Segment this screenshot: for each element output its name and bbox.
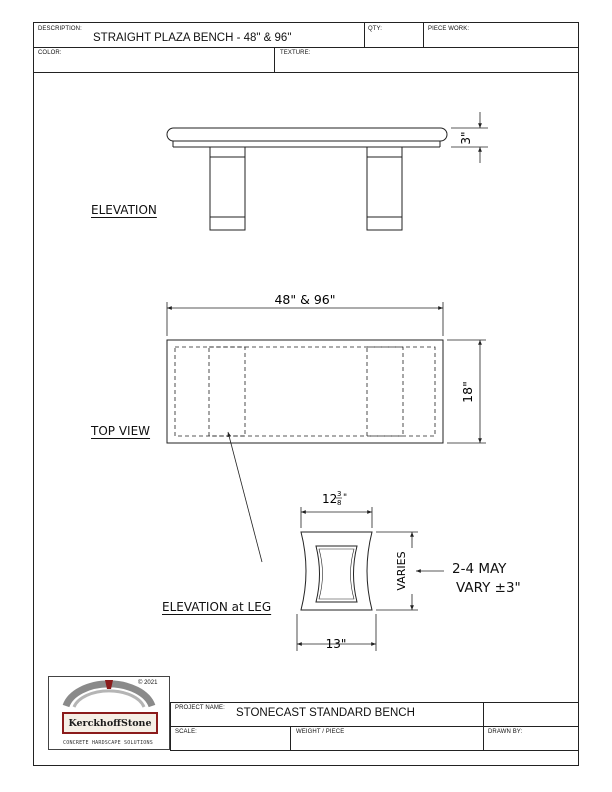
description-value: STRAIGHT PLAZA BENCH - 48" & 96" bbox=[93, 32, 292, 44]
texture-label: TEXTURE: bbox=[280, 50, 311, 56]
brand-name: KerckhoffStone bbox=[68, 718, 152, 729]
weight-label: WEIGHT / PIECE bbox=[296, 729, 345, 735]
dim-leg-top-whole: 12 bbox=[322, 492, 338, 506]
copyright-text: © 2021 bbox=[138, 680, 158, 686]
piece-work-label: PIECE WORK: bbox=[428, 26, 470, 32]
color-label: COLOR: bbox=[38, 50, 62, 56]
note-line-1: 2-4 MAY bbox=[452, 561, 507, 577]
dim-leg-top-inch: " bbox=[343, 493, 348, 503]
logo-arch-inner bbox=[74, 691, 144, 707]
top-view-label: TOP VIEW bbox=[91, 424, 151, 438]
dim-leg-top-num: 3 bbox=[337, 490, 342, 498]
project-name-label: PROJECT NAME: bbox=[175, 705, 225, 711]
brand-tagline: CONCRETE HARDSCAPE SOLUTIONS bbox=[63, 740, 153, 746]
dim-leg-height-text: VARIES bbox=[395, 551, 408, 591]
dim-height-text: 3" bbox=[459, 131, 473, 145]
elevation-leg-label: ELEVATION at LEG bbox=[162, 600, 272, 614]
dim-leg-top-den: 8 bbox=[337, 499, 342, 507]
description-label: DESCRIPTION: bbox=[38, 26, 82, 32]
note-line-2: VARY ±3" bbox=[456, 580, 521, 596]
logo-keystone bbox=[105, 680, 113, 689]
project-name-value: STONECAST STANDARD BENCH bbox=[236, 707, 415, 719]
dim-length-text: 48" & 96" bbox=[274, 292, 336, 307]
scale-label: SCALE: bbox=[175, 729, 197, 735]
dim-leg-bottom-text: 13" bbox=[325, 637, 347, 651]
drawn-by-label: DRAWN BY: bbox=[488, 729, 523, 735]
elevation-label: ELEVATION bbox=[91, 203, 157, 217]
dim-width-text: 18" bbox=[460, 381, 475, 403]
brand-plate bbox=[62, 712, 158, 734]
qty-label: QTY: bbox=[368, 26, 383, 32]
